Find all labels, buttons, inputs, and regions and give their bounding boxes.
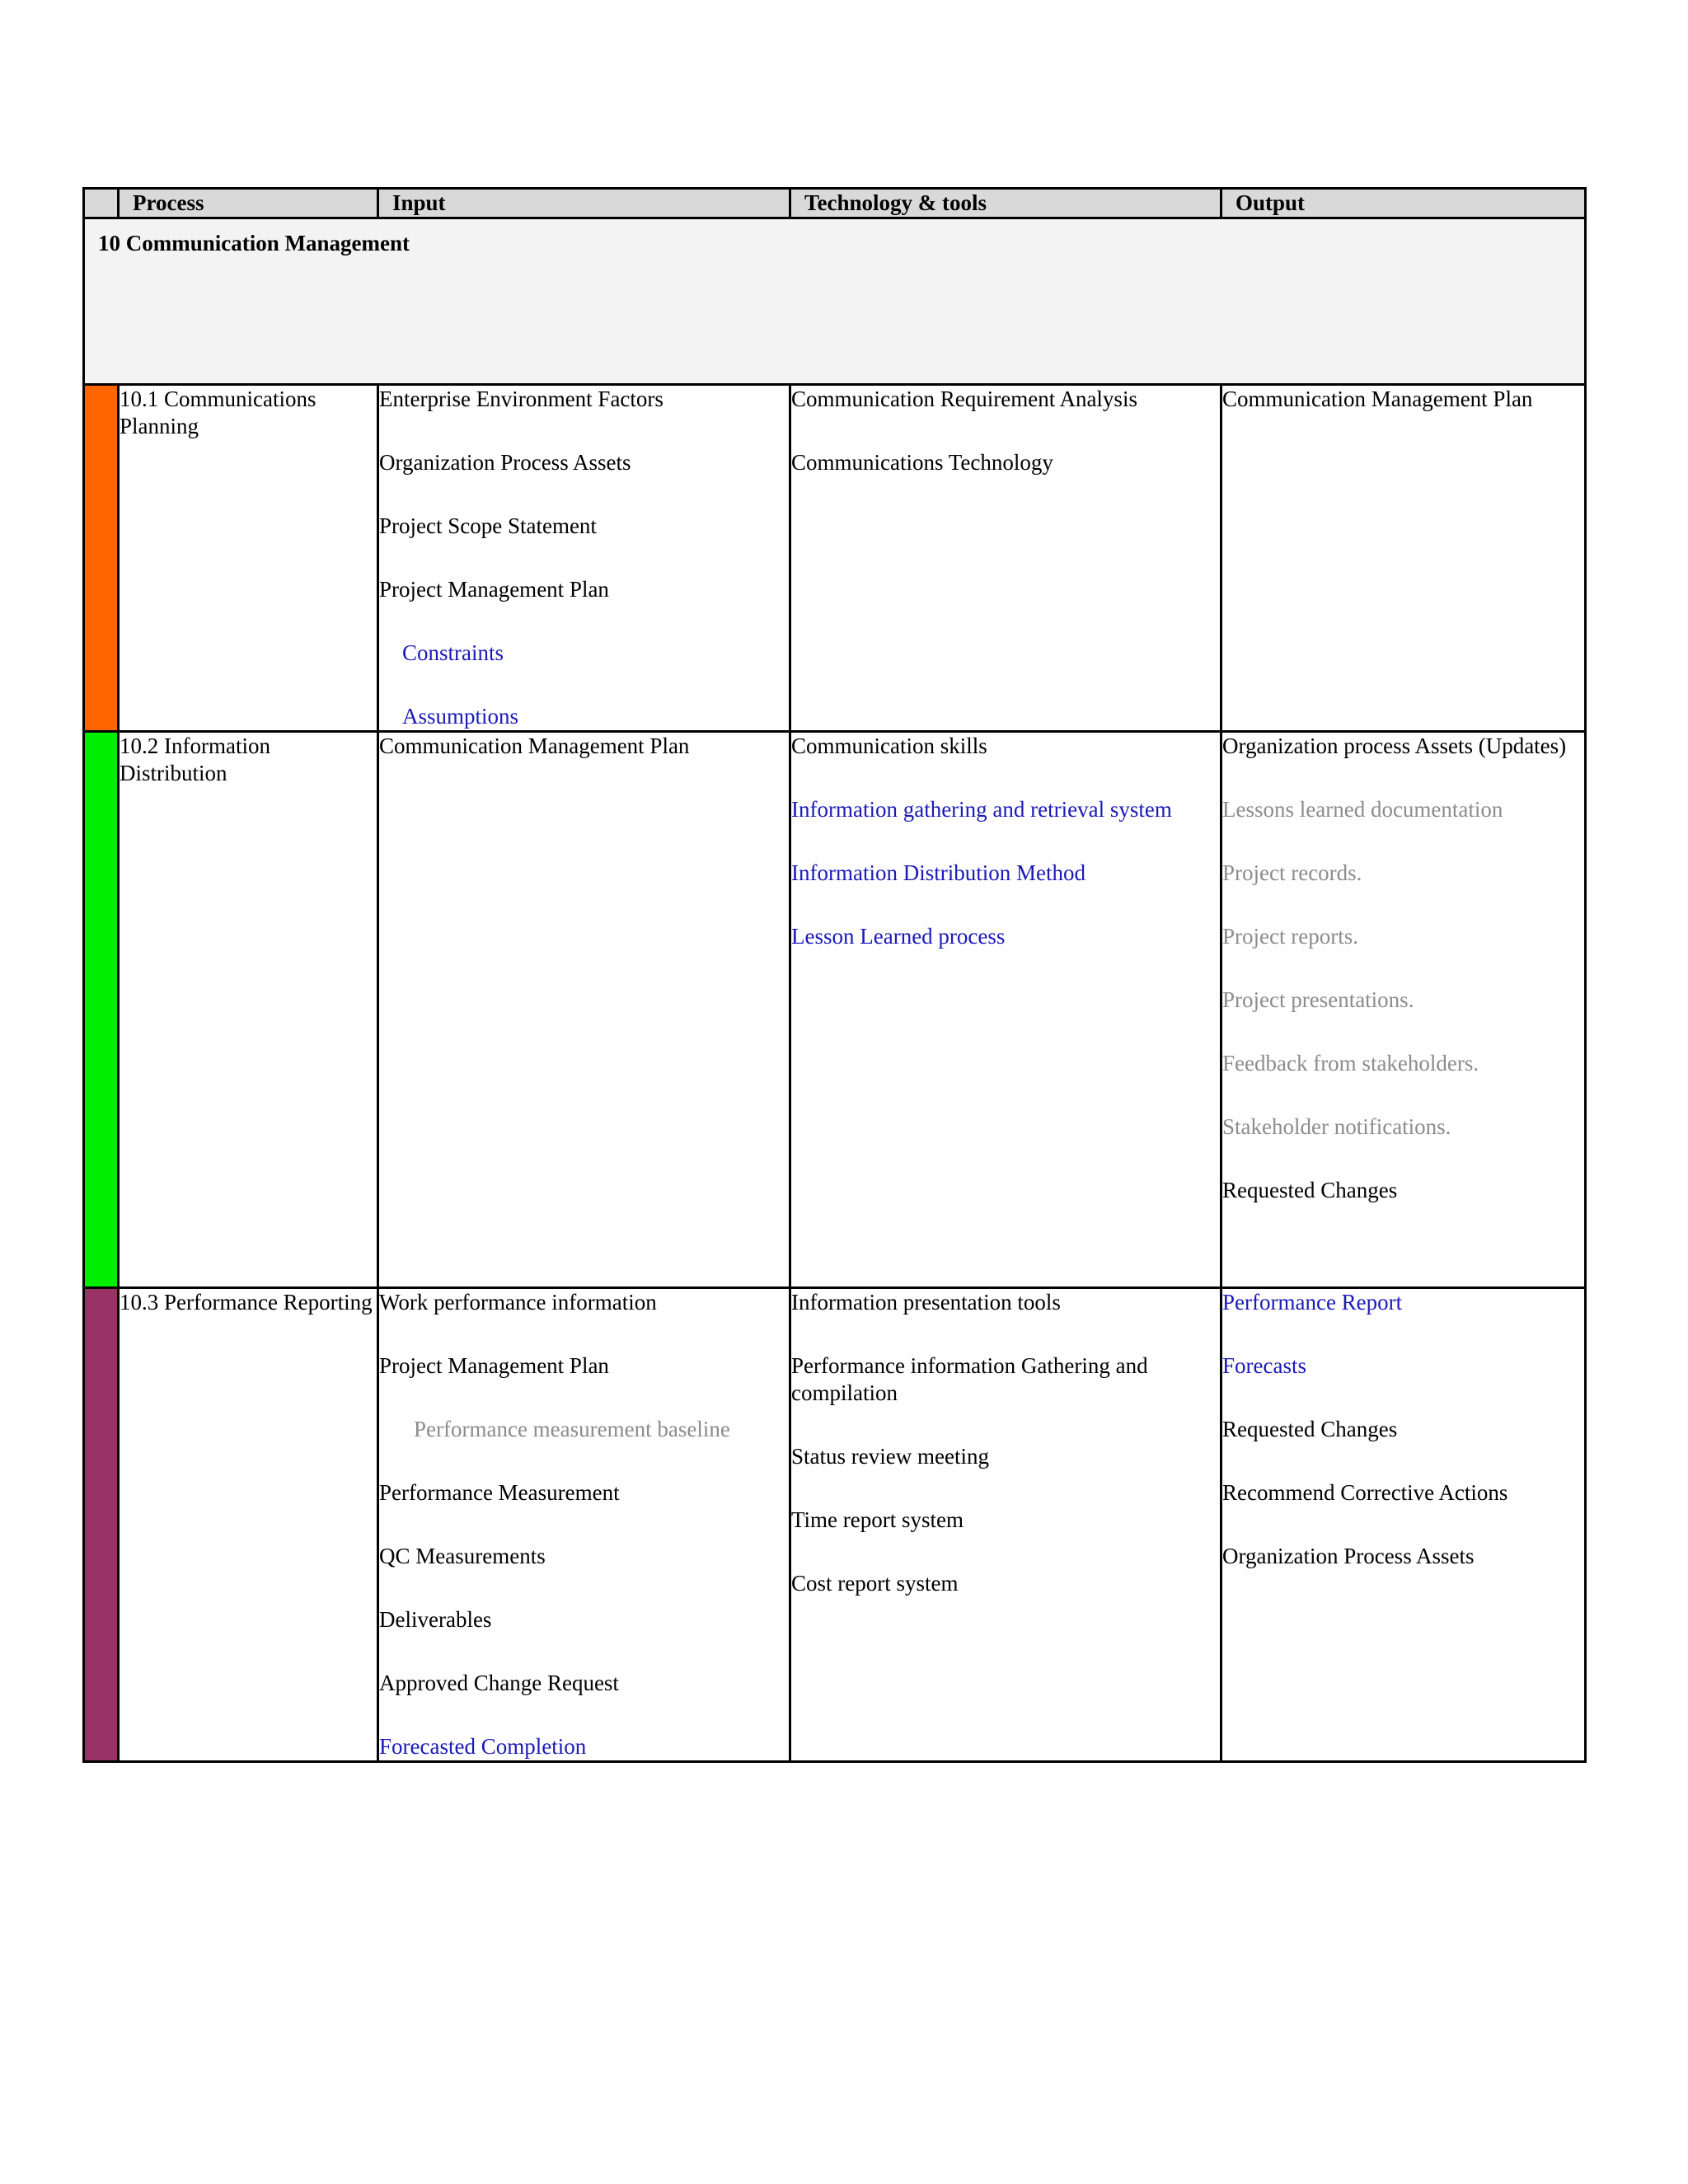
list-item: Feedback from stakeholders. — [1222, 1051, 1479, 1076]
list-item: Enterprise Environment Factors — [379, 387, 663, 411]
output-cell — [1221, 732, 1586, 1288]
list-item: Communication Management Plan — [1222, 387, 1533, 411]
list-item: Cost report system — [791, 1571, 959, 1596]
process-table — [82, 187, 1587, 1763]
list-item: Performance Measurement — [379, 1480, 620, 1505]
list-item: Constraints — [402, 640, 504, 665]
header-input: Input — [378, 189, 790, 218]
process-row-communications-planning — [84, 385, 1586, 732]
list-item: Project records. — [1222, 860, 1362, 885]
list-item: QC Measurements — [379, 1544, 546, 1568]
list-item: Recommend Corrective Actions — [1222, 1480, 1508, 1505]
list-item: Performance measurement baseline — [414, 1417, 730, 1441]
list-item: Performance Report — [1222, 1290, 1403, 1315]
input-cell — [378, 1288, 790, 1762]
list-item: Project Management Plan — [379, 1353, 609, 1378]
list-item: Project reports. — [1222, 924, 1358, 949]
list-item: Communications Technology — [791, 450, 1053, 475]
input-cell — [378, 732, 790, 1288]
tools-cell — [790, 1288, 1221, 1762]
process-row-performance-reporting — [84, 1288, 1586, 1762]
process-cell: 10.3 Performance Reporting — [119, 1288, 378, 1762]
list-item: Forecasts — [1222, 1353, 1306, 1378]
list-item: Information gathering and retrieval system — [791, 797, 1172, 822]
header-output: Output — [1221, 189, 1586, 218]
list-item: Deliverables — [379, 1607, 492, 1632]
list-item: Information presentation tools — [791, 1290, 1061, 1315]
list-item: Communication Management Plan — [379, 733, 690, 758]
list-item: Work performance information — [379, 1290, 657, 1315]
process-row-information-distribution — [84, 732, 1586, 1288]
list-item: Organization Process Assets — [1222, 1544, 1475, 1568]
output-cell — [1221, 1288, 1586, 1762]
list-item: Assumptions — [402, 704, 519, 729]
list-item: Project presentations. — [1222, 987, 1414, 1012]
list-item: Communication skills — [791, 733, 987, 758]
row-color-swatch — [84, 1288, 119, 1762]
tools-cell — [790, 732, 1221, 1288]
list-item: Time report system — [791, 1507, 964, 1532]
list-item: Lesson Learned process — [791, 924, 1006, 949]
list-item: Status review meeting — [791, 1444, 989, 1469]
list-item: Requested Changes — [1222, 1417, 1398, 1441]
list-item: Project Management Plan — [379, 577, 609, 602]
header-tools: Technology & tools — [790, 189, 1221, 218]
process-cell: 10.2 Information Distribution — [119, 732, 378, 1288]
list-item: Information Distribution Method — [791, 860, 1085, 885]
list-item: Organization Process Assets — [379, 450, 631, 475]
list-item: Performance information Gathering and compilation — [791, 1353, 1148, 1405]
list-item: Project Scope Statement — [379, 513, 597, 538]
section-title: 10 Communication Management — [84, 218, 1586, 385]
input-cell — [378, 385, 790, 732]
process-cell: 10.1 Communications Planning — [119, 385, 378, 732]
section-row — [84, 218, 1586, 385]
list-item: Communication Requirement Analysis — [791, 387, 1137, 411]
row-color-swatch — [84, 732, 119, 1288]
header-process: Process — [119, 189, 378, 218]
list-item: Stakeholder notifications. — [1222, 1114, 1451, 1139]
list-item: Organization process Assets (Updates) — [1222, 733, 1567, 758]
row-color-swatch — [84, 385, 119, 732]
list-item: Requested Changes — [1222, 1178, 1398, 1202]
tools-cell — [790, 385, 1221, 732]
header-row — [84, 189, 1586, 218]
list-item: Approved Change Request — [379, 1671, 619, 1695]
list-item: Forecasted Completion — [379, 1734, 587, 1759]
header-color-cell — [84, 189, 119, 218]
list-item: Lessons learned documentation — [1222, 797, 1503, 822]
output-cell — [1221, 385, 1586, 732]
